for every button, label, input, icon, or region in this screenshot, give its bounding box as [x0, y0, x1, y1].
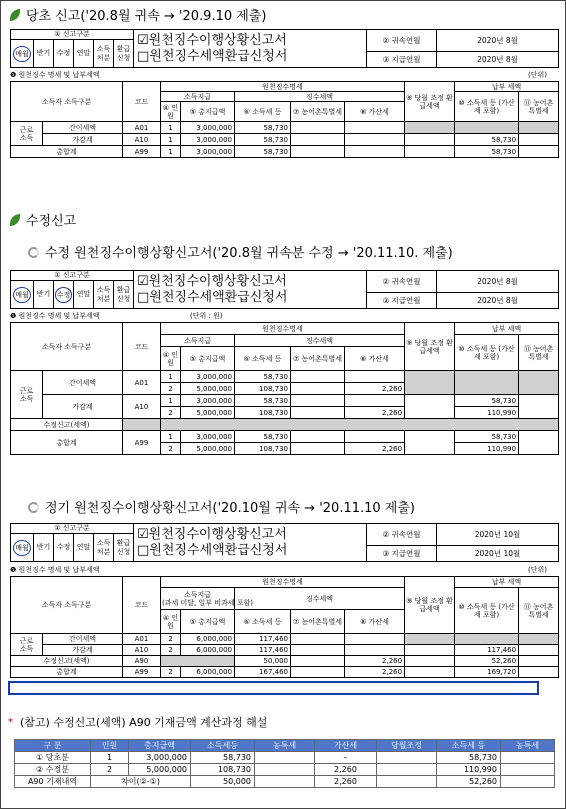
tax: 117,460: [235, 634, 291, 645]
type-refund[interactable]: [114, 281, 134, 309]
h-payment: [161, 588, 253, 610]
tax: 167,460: [235, 667, 291, 678]
pay: 58,730: [455, 395, 519, 407]
type-half[interactable]: 반기: [34, 281, 54, 309]
unit-label: (단위): [528, 71, 547, 79]
people: 1: [161, 395, 181, 407]
pay-rural: [519, 656, 559, 667]
pay-month-value: 2020년 8월: [437, 52, 559, 68]
h-payment: 소득지급: [161, 92, 235, 102]
rural: [291, 645, 345, 656]
calc-h-type: 구 분: [15, 740, 91, 752]
calc-cell: A90 기재내역: [15, 776, 91, 788]
monthly-circle: 매월: [13, 46, 31, 62]
form-refund-check[interactable]: □원천징수세액환급신청서: [137, 48, 288, 64]
refund-b: 신청: [116, 53, 131, 62]
calc-cell: 58,730: [191, 752, 255, 764]
add: [345, 146, 405, 158]
row-simple: 간이세액: [43, 371, 123, 395]
h-add: ⑧ 가산세: [345, 347, 405, 371]
h-income-tax: ⑥ 소득세 등: [235, 610, 291, 634]
pay-rural: [519, 134, 559, 146]
h-total: ⑤ 총지급액: [181, 102, 235, 122]
h-income-tax: ⑥ 소득세 등: [235, 347, 291, 371]
rural: [291, 122, 345, 134]
h-code: 코드: [123, 577, 161, 634]
pay-rural: [519, 645, 559, 656]
income-a: 소득: [96, 538, 111, 547]
income-b: 처분: [96, 547, 111, 556]
form-withholding-check[interactable]: ☑원천징수이행상황신고서: [137, 32, 287, 48]
calc-cell: [255, 752, 315, 764]
h-total: ⑤ 총지급액: [181, 347, 235, 371]
pay: 58,730: [455, 134, 519, 146]
adjust: [405, 667, 455, 678]
calc-cell: ② 수정분: [15, 764, 91, 776]
leaf-icon: [10, 9, 20, 21]
h-tax: 징수세액: [235, 92, 405, 102]
refund-a: 환급: [116, 538, 131, 547]
row-midterm: 가감계: [43, 395, 123, 419]
rural: [291, 443, 345, 455]
row-simple: 간이세액: [43, 122, 123, 134]
form-type-cell: [134, 271, 367, 309]
tax: 58,730: [235, 146, 291, 158]
row-simple: 간이세액: [43, 634, 123, 645]
form-refund-check[interactable]: □원천징수세액환급신청서: [137, 542, 288, 558]
adjust: [405, 634, 455, 645]
people: 1: [161, 134, 181, 146]
unit-label: (단위): [528, 566, 547, 574]
h-withholding: 원천징수명세: [161, 82, 405, 92]
calc-h-pay: 소득세 등: [437, 740, 501, 752]
earned-a: 근로: [19, 636, 34, 645]
pay: 110,990: [455, 443, 519, 455]
earned-b: 소득: [19, 394, 34, 403]
total: 5,000,000: [181, 383, 235, 395]
detail-table-regular: [10, 576, 559, 678]
total: 3,000,000: [181, 395, 235, 407]
form-withholding-check[interactable]: ☑원천징수이행상황신고서: [137, 273, 287, 289]
attr-month-label: ② 귀속연월: [367, 524, 437, 546]
row-earned: [11, 634, 43, 656]
tax: 58,730: [235, 395, 291, 407]
calc-cell: 52,260: [437, 776, 501, 788]
swirl-icon: [28, 247, 39, 258]
total: 3,000,000: [181, 146, 235, 158]
pay: 58,730: [455, 431, 519, 443]
calc-cell: –: [315, 752, 377, 764]
row-earned: [11, 122, 43, 146]
adjust: [405, 645, 455, 656]
refund-b: 신청: [116, 294, 131, 303]
h-tax: 징수세액: [235, 588, 405, 610]
calc-cell: 2,260: [315, 776, 377, 788]
h-rural: ⑦ 농어촌특별세: [291, 102, 345, 122]
calc-cell: 108,730: [191, 764, 255, 776]
calc-cell: 50,000: [191, 776, 255, 788]
pay-rural: [519, 371, 559, 395]
type-half[interactable]: 반기: [34, 40, 54, 68]
h-adjust: ⑨ 당월 조정 환급세액: [405, 577, 455, 634]
code-a10: A10: [123, 395, 161, 419]
h-rural: ⑦ 농어촌특별세: [291, 610, 345, 634]
pay: 169,720: [455, 667, 519, 678]
tax: 108,730: [235, 407, 291, 419]
pay-month-label: ③ 지급연월: [367, 546, 437, 562]
code-a10: A10: [123, 645, 161, 656]
row-midterm: 가감계: [43, 645, 123, 656]
code-a10: A10: [123, 134, 161, 146]
rural: [291, 383, 345, 395]
people: 2: [161, 667, 181, 678]
h-total: ⑤ 총지급액: [181, 610, 235, 634]
detail-table-amend: [10, 322, 559, 455]
people: 1: [161, 122, 181, 134]
people: 1: [161, 371, 181, 383]
pay-rural: [519, 634, 559, 645]
calc-cell: [255, 776, 315, 788]
h-pay-income: ⑩ 소득세 등 (가산세 포함): [455, 92, 519, 122]
adjust: [405, 395, 455, 419]
type-income[interactable]: [94, 534, 114, 562]
h-code: 코드: [123, 323, 161, 371]
a90-highlight-box: [8, 681, 539, 695]
pay: 117,460: [455, 645, 519, 656]
income-b: 처분: [96, 53, 111, 62]
h-income-tax: ⑥ 소득세 등: [235, 102, 291, 122]
h-pay-tax: 납부 세액: [455, 82, 559, 92]
tax: 117,460: [235, 645, 291, 656]
add: [345, 431, 405, 443]
calc-cell: 110,990: [437, 764, 501, 776]
tax: 58,730: [235, 371, 291, 383]
h-people: ④ 인원: [161, 610, 181, 634]
h-payment-label: 소득지급: [183, 590, 212, 599]
calc-cell: 2,260: [315, 764, 377, 776]
calc-title: (참고) 수정신고(세액) A90 기재금액 계산과정 해설: [20, 716, 268, 729]
subtitle-regular-form: 정기 원천징수이행상황신고서('20.10월 귀속 → '20.11.10 제출): [28, 497, 415, 516]
pay-month-label: ③ 지급연월: [367, 52, 437, 68]
rural: [291, 634, 345, 645]
row-earned: [11, 371, 43, 419]
row-total: 총합계: [11, 667, 123, 678]
section-label: ❶ 원천징수 명세 및 납부세액: [10, 566, 100, 574]
rural: [291, 656, 345, 667]
total: 3,000,000: [181, 371, 235, 383]
calc-cell: [501, 776, 555, 788]
people: 1: [161, 431, 181, 443]
total: 3,000,000: [181, 431, 235, 443]
add: 2,260: [345, 667, 405, 678]
pay: [455, 371, 519, 395]
form-refund-check[interactable]: □원천징수세액환급신청서: [137, 289, 288, 305]
type-monthly[interactable]: [11, 534, 34, 562]
row-amend: 수정신고(세액): [11, 656, 123, 667]
pay-rural: [519, 431, 559, 455]
report-type-label: ① 신고구분: [11, 30, 134, 40]
type-amend[interactable]: 수정: [54, 534, 74, 562]
calc-cell: 차이(②-①): [91, 776, 191, 788]
leaf-icon: [10, 214, 20, 226]
add: 2,260: [345, 407, 405, 419]
report-type-label: ① 신고구분: [11, 524, 134, 534]
type-yearend[interactable]: 연말: [74, 40, 94, 68]
rural: [291, 134, 345, 146]
h-add: ⑧ 가산세: [345, 102, 405, 122]
rural: [291, 395, 345, 407]
code-a01: A01: [123, 371, 161, 395]
refund-b: 신청: [116, 547, 131, 556]
attr-month-value: 2020년 10월: [437, 524, 559, 546]
unit-label: (단위 : 원): [190, 312, 223, 320]
add: [345, 371, 405, 383]
form-header-regular: [10, 523, 559, 562]
add: [345, 645, 405, 656]
rural: [291, 407, 345, 419]
total: 6,000,000: [181, 634, 235, 645]
tax: 58,730: [235, 134, 291, 146]
income-b: 처분: [96, 294, 111, 303]
h-withholding: 원천징수명세: [161, 577, 405, 588]
people: 2: [161, 634, 181, 645]
total: 3,000,000: [181, 134, 235, 146]
code-a99: A99: [123, 431, 161, 455]
tax: 58,730: [235, 122, 291, 134]
calc-h-add: 가산세: [315, 740, 377, 752]
pay: 110,990: [455, 407, 519, 419]
people: 2: [161, 383, 181, 395]
calc-h-adjust: 당월조정: [377, 740, 437, 752]
type-monthly[interactable]: [11, 281, 34, 309]
pay-month-value: 2020년 8월: [437, 293, 559, 309]
h-people: ④ 인원: [161, 102, 181, 122]
rural: [291, 371, 345, 383]
income-a: 소득: [96, 44, 111, 53]
code-a90: [123, 419, 161, 431]
h-code: 코드: [123, 82, 161, 122]
amend-blank: [161, 419, 559, 431]
add: 2,260: [345, 383, 405, 395]
h-pay-rural: ⑪ 농어촌 특별세: [519, 335, 559, 371]
pay-rural: [519, 122, 559, 134]
calc-cell: 5,000,000: [129, 764, 191, 776]
type-monthly[interactable]: [11, 40, 34, 68]
calc-h-rural: 농특세: [255, 740, 315, 752]
pay-month-label: ③ 지급연월: [367, 293, 437, 309]
income-a: 소득: [96, 285, 111, 294]
calc-cell: [377, 752, 437, 764]
type-amend[interactable]: [54, 281, 74, 309]
row-amend: 수정신고(세액): [11, 419, 123, 431]
h-pay-tax: 납부 세액: [455, 577, 559, 588]
add: [345, 634, 405, 645]
calc-cell: 2: [91, 764, 129, 776]
people: 2: [161, 443, 181, 455]
h-add: ⑧ 가산세: [345, 610, 405, 634]
row-total: 총합계: [11, 146, 123, 158]
monthly-circle: 매월: [13, 287, 31, 303]
report-type-label: ① 신고구분: [11, 271, 134, 281]
h-tax: 징수세액: [235, 335, 405, 347]
calc-h-total: 총지급액: [129, 740, 191, 752]
attr-month-value: 2020년 8월: [437, 271, 559, 293]
refund-a: 환급: [116, 285, 131, 294]
row-total: 총합계: [11, 431, 123, 455]
rural: [291, 431, 345, 443]
code-a99: A99: [123, 667, 161, 678]
pay-rural: [519, 146, 559, 158]
rural: [291, 667, 345, 678]
total: 5,000,000: [181, 407, 235, 419]
refund-a: 환급: [116, 44, 131, 53]
total: 3,000,000: [181, 122, 235, 134]
type-half[interactable]: 반기: [34, 534, 54, 562]
form-type-cell: [134, 30, 367, 68]
h-withholding: 원천징수명세: [161, 323, 405, 335]
calc-cell: [501, 764, 555, 776]
adjust: [405, 122, 455, 134]
h-adjust: ⑨ 당월 조정 환급세액: [405, 323, 455, 371]
monthly-circle: 매월: [13, 540, 31, 556]
amend-blank: [161, 656, 235, 667]
h-adjust: ⑨ 당월 조정 환급세액: [405, 82, 455, 122]
type-refund[interactable]: [114, 40, 134, 68]
attr-month-label: ② 귀속연월: [367, 30, 437, 52]
type-yearend[interactable]: 연말: [74, 534, 94, 562]
section-label: ❶ 원천징수 명세 및 납부세액: [10, 71, 100, 79]
earned-a: 근로: [19, 125, 34, 134]
form-type-cell: [134, 524, 367, 562]
code-a01: A01: [123, 634, 161, 645]
add: [345, 134, 405, 146]
pay: 58,730: [455, 146, 519, 158]
h-people: ④ 인원: [161, 347, 181, 371]
h-type: 소득자 소득구분: [11, 577, 123, 634]
form-withholding-check[interactable]: ☑원천징수이행상황신고서: [137, 526, 287, 542]
star-bullet-icon: *: [8, 717, 13, 728]
pay-rural: [519, 395, 559, 419]
earned-a: 근로: [19, 386, 34, 395]
code-a01: A01: [123, 122, 161, 134]
type-amend[interactable]: 수정: [54, 40, 74, 68]
h-payment: 소득지급: [161, 335, 235, 347]
form-header-amend: [10, 270, 559, 309]
tax: 108,730: [235, 443, 291, 455]
calc-cell: [255, 764, 315, 776]
type-refund[interactable]: [114, 534, 134, 562]
calc-cell: 58,730: [437, 752, 501, 764]
people: 2: [161, 407, 181, 419]
total: 6,000,000: [181, 667, 235, 678]
add: 2,260: [345, 443, 405, 455]
detail-table-original: [10, 81, 559, 158]
type-yearend[interactable]: 연말: [74, 281, 94, 309]
adjust: [405, 656, 455, 667]
calc-table: [14, 739, 555, 788]
calc-cell: [377, 764, 437, 776]
add: [345, 395, 405, 407]
calc-cell: 1: [91, 752, 129, 764]
adjust: [405, 134, 455, 146]
row-midterm: 가감계: [43, 134, 123, 146]
pay: [455, 634, 519, 645]
rural: [291, 146, 345, 158]
section-label: ❶ 원천징수 명세 및 납부세액: [10, 312, 100, 320]
tax: 50,000: [235, 656, 291, 667]
code-a90: A90: [123, 656, 161, 667]
pay-month-value: 2020년 10월: [437, 546, 559, 562]
section-title-amend: 수정신고: [10, 210, 76, 229]
type-income[interactable]: [94, 281, 114, 309]
add: [345, 122, 405, 134]
amend-circle: 수정: [55, 287, 73, 303]
pay: 52,260: [455, 656, 519, 667]
subtitle-amend-form: 수정 원천징수이행상황신고서('20.8월 귀속분 수정 → '20.11.10. 제출): [28, 242, 453, 261]
h-type: 소득자 소득구분: [11, 82, 123, 122]
h-pay-rural: ⑪ 농어촌 특별세: [519, 92, 559, 122]
calc-h-pay-rural: 농특세: [501, 740, 555, 752]
h-type: 소득자 소득구분: [11, 323, 123, 371]
h-rural: ⑦ 농어촌특별세: [291, 347, 345, 371]
h-pay-rural: ⑪ 농어촌 특별세: [519, 588, 559, 634]
calc-cell: 3,000,000: [129, 752, 191, 764]
tax: 58,730: [235, 431, 291, 443]
calc-cell: [501, 752, 555, 764]
code-a99: A99: [123, 146, 161, 158]
section-title-original: 당초 신고('20.8월 귀속 → '20.9.10 제출): [10, 5, 266, 24]
adjust: [405, 371, 455, 395]
attr-month-label: ② 귀속연월: [367, 271, 437, 293]
calc-cell: [377, 776, 437, 788]
attr-month-value: 2020년 8월: [437, 30, 559, 52]
calc-h-tax: 소득세등: [191, 740, 255, 752]
people: 2: [161, 645, 181, 656]
earned-b: 소득: [19, 133, 34, 142]
swirl-icon: [28, 502, 39, 513]
h-pay-tax: 납부 세액: [455, 323, 559, 335]
h-payment-note: (과세 미달, 일부 비과세 포함): [162, 598, 253, 607]
adjust: [405, 431, 455, 455]
type-income[interactable]: [94, 40, 114, 68]
pay-rural: [519, 667, 559, 678]
calc-h-people: 인원: [91, 740, 129, 752]
earned-b: 소득: [19, 644, 34, 653]
people: 1: [161, 146, 181, 158]
pay: [455, 122, 519, 134]
total: 5,000,000: [181, 443, 235, 455]
h-pay-income: ⑩ 소득세 등 (가산세 포함): [455, 335, 519, 371]
h-pay-income: ⑩ 소득세 등 (가산세 포함): [455, 588, 519, 634]
adjust: [405, 146, 455, 158]
calc-cell: ① 당초분: [15, 752, 91, 764]
tax: 108,730: [235, 383, 291, 395]
total: 6,000,000: [181, 645, 235, 656]
form-header-original: [10, 29, 559, 68]
add: 2,260: [345, 656, 405, 667]
